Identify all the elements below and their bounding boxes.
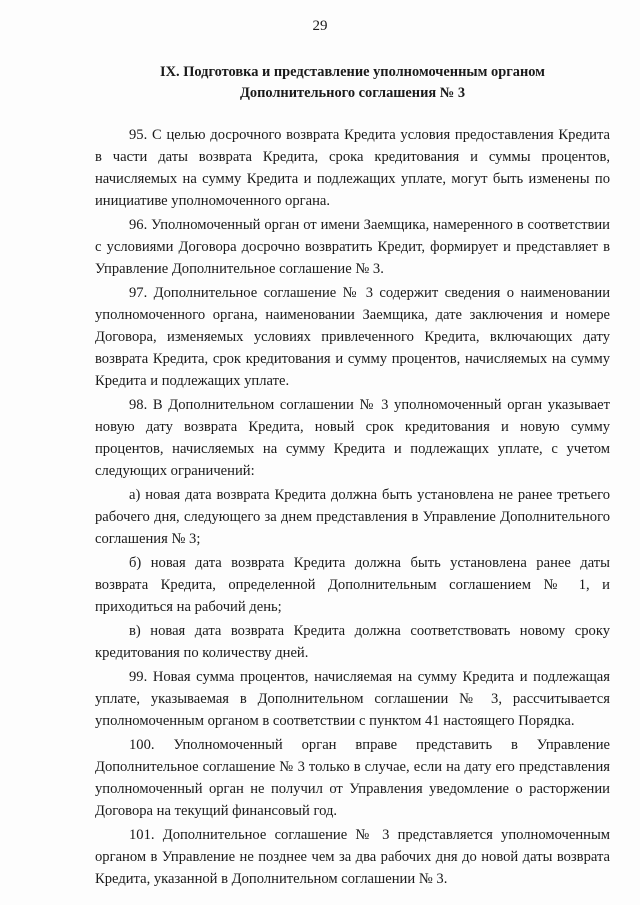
- page-number: 29: [312, 18, 328, 34]
- section-heading-line-2: Дополнительного соглашения № 3: [239, 85, 466, 101]
- paragraph-95: 95. С целью досрочного возврата Кредита условия предоставления Кредита в части даты возврата Кредита, срока кредитования и суммы процентов, начисляемых на сумму Кредита и подлежащих уплате, могут быть изменены по инициативе уполномоченного органа.: [95, 127, 610, 209]
- section-body: [95, 124, 610, 892]
- paragraph-99: 99. Новая сумма процентов, начисляемая на сумму Кредита и подлежащая уплате, указываемая в Дополнительном соглашении № 3, рассчитывается уполномоченным органом в соответствии с пунктом 41 настоящего Порядка.: [95, 669, 610, 729]
- paragraph-98-item-c: в) новая дата возврата Кредита должна соответствовать новому сроку кредитования по количеству дней.: [95, 623, 610, 661]
- paragraph-97: 97. Дополнительное соглашение № 3 содержит сведения о наименовании уполномоченного органа, наименовании Заемщика, дате заключения и номере Договора, изменяемых условиях привлеченного Кредита, включающих дату возврата Кредита, срок кредитования и сумму процентов, начисляемых на сумму Кредита и подлежащих уплате.: [95, 285, 610, 389]
- section-heading-line-1: IX. Подготовка и представление уполномоченным органом: [160, 64, 545, 80]
- paragraph-100: 100. Уполномоченный орган вправе представить в Управление Дополнительное соглашение № 3 только в случае, если на дату его представления уполномоченный орган не получил от Управления уведомление о расторжении Договора на текущий финансовый год.: [95, 737, 610, 819]
- paragraph-98-item-a: а) новая дата возврата Кредита должна быть установлена не ранее третьего рабочего дня, следующего за днем представления в Управление Дополнительного соглашения № 3;: [95, 487, 610, 547]
- paragraph-98: 98. В Дополнительном соглашении № 3 уполномоченный орган указывает новую дату возврата Кредита, новый срок кредитования и новую сумму процентов, начисляемых на сумму Кредита и подлежащих уплате, с учетом следующих ограничений:: [95, 397, 610, 479]
- paragraph-96: 96. Уполномоченный орган от имени Заемщика, намеренного в соответствии с условиями Договора досрочно возвратить Кредит, формирует и представляет в Управление Дополнительное соглашение № 3.: [95, 217, 610, 277]
- section-heading: [95, 62, 610, 104]
- paragraph-101: 101. Дополнительное соглашение № 3 представляется уполномоченным органом в Управление не позднее чем за два рабочих дня до новой даты возврата Кредита, указанной в Дополнительном соглашении № 3.: [95, 827, 610, 887]
- paragraph-98-item-b: б) новая дата возврата Кредита должна быть установлена ранее даты возврата Кредита, определенной Дополнительным соглашением № 1, и приходиться на рабочий день;: [95, 555, 610, 615]
